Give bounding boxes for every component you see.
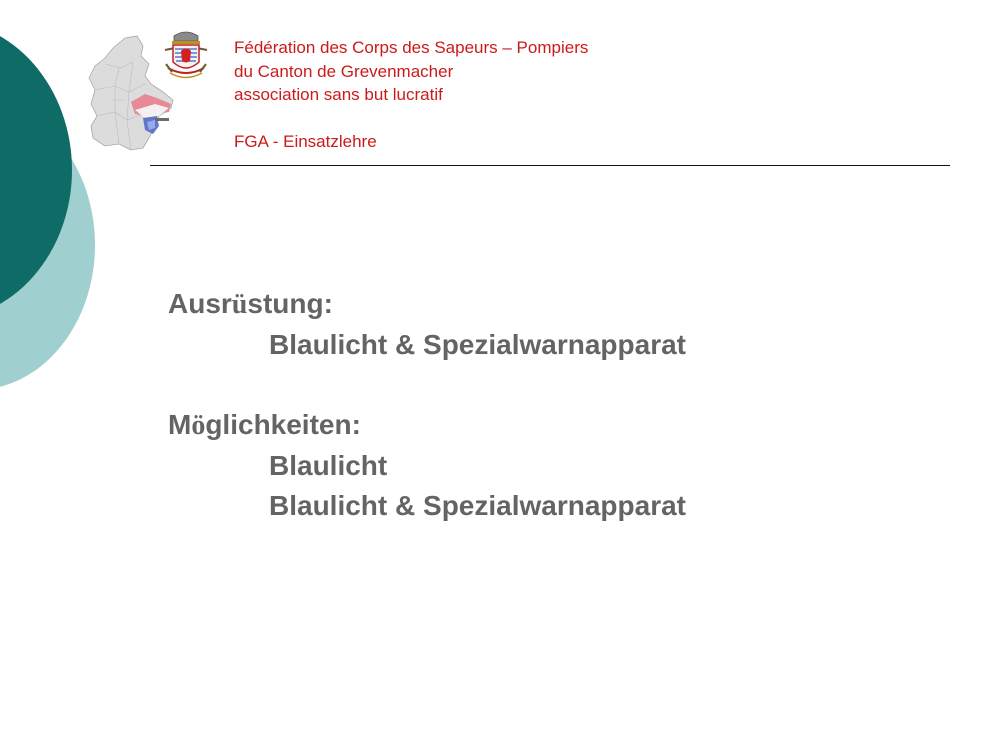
organization-header (234, 36, 588, 153)
header-line-federation: Fédération des Corps des Sapeurs – Pompiers (234, 38, 589, 57)
header-line-course: FGA - Einsatzlehre (234, 131, 377, 151)
section-heading-moeglichkeiten: Möglichkeiten: (168, 409, 361, 441)
list-item: Blaulicht & Spezialwarnapparat (269, 329, 686, 360)
fire-brigade-crest-icon (160, 28, 212, 84)
header-line-association: association sans but lucratif (234, 85, 443, 104)
header-divider (150, 165, 950, 166)
slide-content (168, 284, 686, 526)
list-item: Blaulicht & Spezialwarnapparat (269, 490, 686, 521)
header-line-canton: du Canton de Grevenmacher (234, 61, 454, 81)
section-heading-ausruestung: Ausrüstung: (168, 288, 333, 320)
list-item: Blaulicht (269, 450, 388, 481)
